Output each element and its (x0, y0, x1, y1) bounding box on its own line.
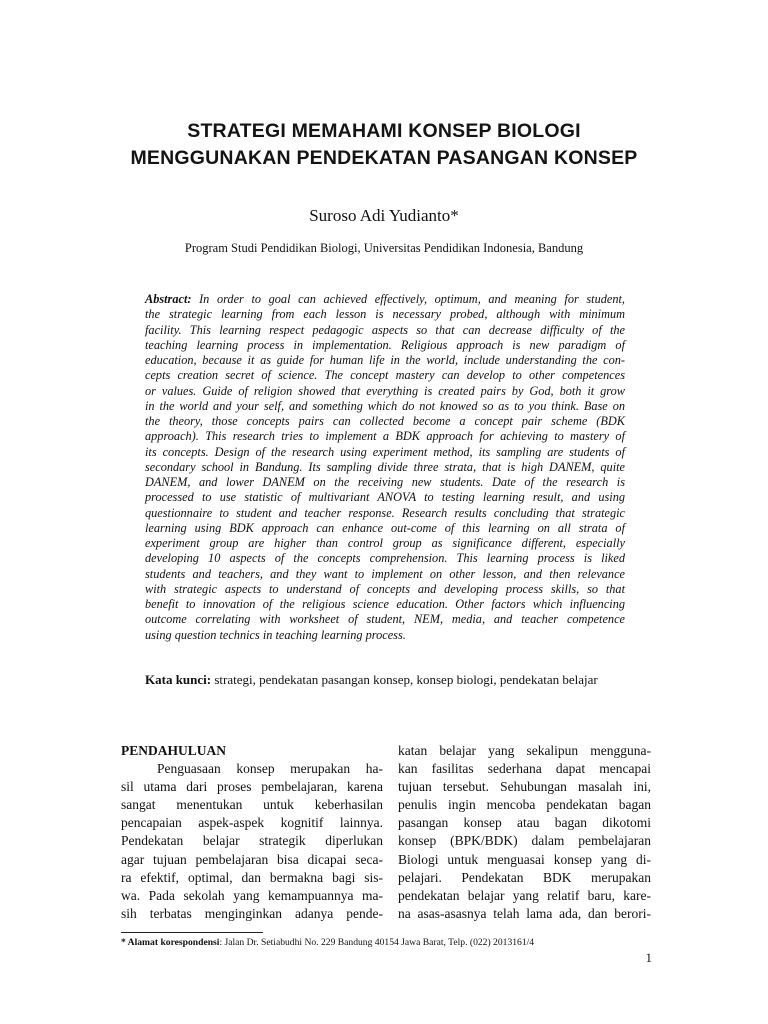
body-line: sih terbatas menginginkan adanya pende- (121, 905, 383, 921)
abstract-line-5: education, because it as guide for human life in the world, include understanding the con- (145, 353, 625, 367)
body-line: Penguasaan konsep merupakan ha- (157, 761, 383, 777)
abstract (145, 292, 625, 643)
abstract-line-18: developing 10 aspects of the concepts comprehension. This learning process is liked (145, 551, 625, 566)
abstract-line-19: students and teachers, and they want to implement on other lesson, and then relevance (145, 566, 625, 581)
title-line-1: STRATEGI MEMAHAMI KONSEP BIOLOGI (187, 120, 581, 142)
body-line: tujuan tersebut. Sehubungan masalah ini, (398, 779, 651, 795)
abstract-line-7: or values. Guide of religion showed that everything is created pairs by God, both it grow (145, 383, 625, 398)
abstract-line-17: experiment group are higher than control group as significance different, especially (145, 536, 625, 550)
body-line: kan fasilitas sederhana dapat mencapai (398, 761, 651, 777)
author-name: Suroso Adi Yudianto* (309, 206, 459, 225)
paper-title (0, 118, 768, 172)
body-column-left (121, 742, 383, 923)
abstract-line-20: with strategic aspects to understand of concepts and developing process skills, so that (145, 581, 625, 596)
body-line: pendekatan belajar yang relatif baru, kare- (398, 887, 651, 903)
abstract-line-16: learning using BDK approach can enhance out-come of this learning on all strata of (145, 520, 625, 535)
title-line-2: MENGGUNAKAN PENDEKATAN PASANGAN KONSEP (130, 147, 638, 169)
body-line: agar tujuan pembelajaran bisa dicapai seca- (121, 851, 383, 867)
body-line: konsep (BPK/BDK) dalam pembelajaran (398, 833, 651, 849)
body-line: sil utama dari proses pembelajaran, karena (121, 779, 383, 795)
abstract-line-22: outcome correlating with worksheet of student, NEM, media, and teacher competence (145, 612, 625, 627)
abstract-line-11: its concepts. Design of the research using experiment method, its sampling are students of (145, 444, 625, 459)
footnote-label: * Alamat korespondensi (121, 937, 220, 948)
abstract-line-13: DANEM, and lower DANEM on the receiving new students. Date of the research is (145, 475, 625, 489)
body-line: ra efektif, optimal, dan bermakna bagi sis- (121, 869, 383, 885)
abstract-line-23: using question technics in teaching learning process. (145, 627, 406, 642)
body-line: wa. Pada sekolah yang kemampuannya ma- (121, 887, 383, 903)
body-line: penulis ingin mencoba pendekatan bagan (398, 797, 651, 813)
footnote (121, 937, 641, 949)
abstract-label: Abstract: (145, 292, 192, 306)
abstract-line-10: approach). This research tries to implement a BDK approach for achieving to mastery of (145, 429, 625, 444)
body-line: pencapaian aspek-aspek kognitif lainnya. (121, 815, 383, 831)
body-line: pelajari. Pendekatan BDK merupakan (398, 869, 651, 885)
body-line: katan belajar yang sekalipun mengguna- (398, 743, 651, 758)
body-column-right (398, 742, 651, 923)
section-heading: PENDAHULUAN (121, 743, 227, 758)
page-number: 1 (645, 950, 652, 965)
abstract-line-2: the strategic learning from each lesson is necessary probed, although with minimum (145, 307, 625, 322)
abstract-line-21: benefit to innovation of the religious science education. Other factors which influencing (145, 597, 625, 611)
abstract-line-14: processed to use statistic of multivariant ANOVA to testing learning result, and using (145, 490, 625, 505)
keywords-text: strategi, pendekatan pasangan konsep, konsep biologi, pendekatan belajar (211, 672, 598, 687)
footnote-divider (121, 932, 263, 933)
keywords (145, 671, 625, 689)
footnote-text: : Jalan Dr. Setiabudhi No. 229 Bandung 40154 Jawa Barat, Telp. (022) 2013161/4 (219, 937, 535, 948)
keywords-label: Kata kunci: (145, 672, 212, 687)
abstract-line-6: cepts creation secret of science. The concept mastery can develop to other competences (145, 368, 625, 383)
abstract-line-12: secondary school in Bandung. Its sampling divide three strata, that is high DANEM, quite (145, 459, 625, 474)
body-line: Pendekatan belajar strategik diperlukan (121, 833, 383, 849)
body-line: Biologi untuk menguasai konsep yang di- (398, 851, 651, 867)
abstract-line-1: Abstract: In order to goal can achieved effectively, optimum, and meaning for student, (145, 292, 625, 306)
abstract-line-9: the theory, those concepts pairs can collected become a concept pair scheme (BDK (145, 414, 625, 428)
body-line: pasangan konsep atau bagan dikotomi (398, 815, 651, 831)
body-line: na asas-asasnya telah lama ada, dan berori- (398, 905, 651, 921)
abstract-line-8: in the world and your self, and something which do not knowed so as to you think. Base on (145, 398, 625, 413)
abstract-line-3: facility. This learning respect pedagogic aspects so that can decrease difficulty of the (145, 322, 625, 337)
abstract-line-15: questionnaire to student and teacher response. Research results concluding that strategic (145, 505, 625, 520)
abstract-line-4: teaching learning process in implementation. Religious approach is new paradigm of (145, 337, 625, 352)
author-affiliation: Program Studi Pendidikan Biologi, Universitas Pendidikan Indonesia, Bandung (184, 241, 584, 255)
body-line: sangat menentukan untuk keberhasilan (121, 797, 383, 813)
